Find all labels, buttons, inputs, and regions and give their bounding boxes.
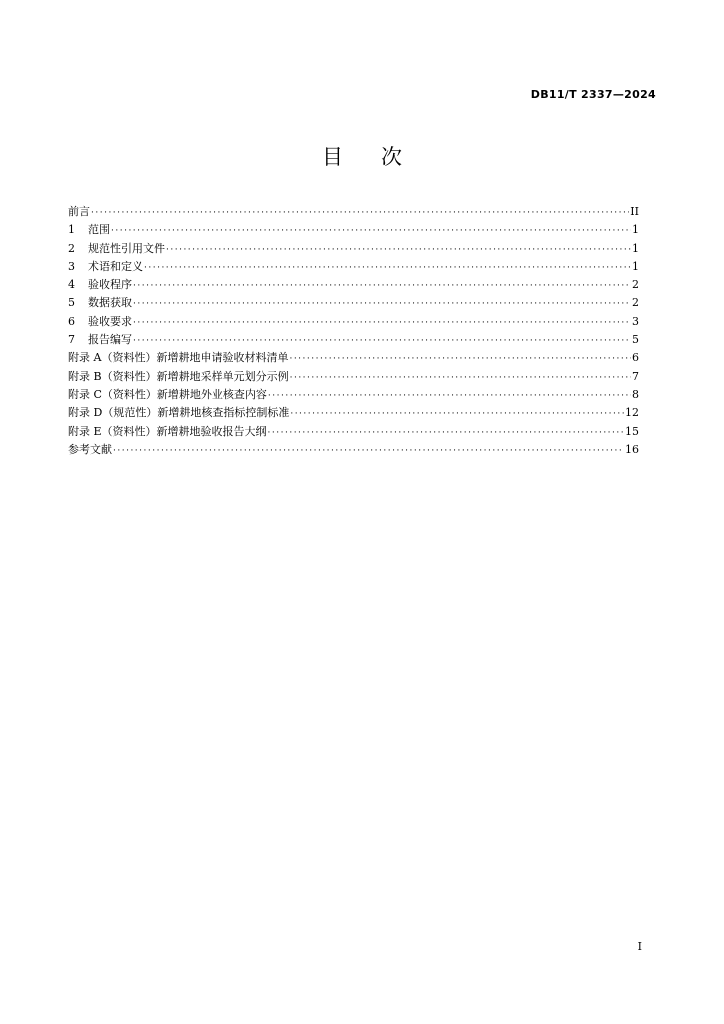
toc-leader <box>111 222 631 240</box>
toc-entry-page: 6 <box>632 351 639 365</box>
toc-entry-number: 6 <box>68 314 75 328</box>
toc-entry-text: 附录 B（资料性）新增耕地采样单元划分示例 <box>68 369 289 383</box>
toc-entry-text: 附录 D（规范性）新增耕地核查指标控制标准 <box>68 406 290 420</box>
toc-entry-text: 数据获取 <box>88 296 132 310</box>
toc-leader <box>133 314 631 332</box>
toc-entry-text: 报告编写 <box>88 333 132 347</box>
toc-leader <box>166 241 631 259</box>
toc-entry-appendix-c[interactable] <box>68 386 639 404</box>
toc-entry-appendix-a[interactable] <box>68 349 639 367</box>
toc-entry-number: 1 <box>68 223 75 237</box>
toc-leader <box>144 259 631 277</box>
toc-entry-acceptance-procedure[interactable] <box>68 276 639 294</box>
toc-leader <box>133 332 631 350</box>
toc-entry-appendix-b[interactable] <box>68 368 639 386</box>
toc-leader <box>268 387 631 405</box>
toc-entry-foreword[interactable] <box>68 203 639 221</box>
toc-entry-page: 12 <box>625 406 639 420</box>
toc-entry-terms[interactable] <box>68 258 639 276</box>
toc-entry-page: 7 <box>632 369 639 383</box>
toc-entry-page: 1 <box>632 259 639 273</box>
toc-entry-page: 5 <box>632 333 639 347</box>
toc-leader <box>91 204 629 222</box>
toc-leader <box>289 350 631 368</box>
toc-entry-page: 3 <box>632 314 639 328</box>
toc-entry-page: 2 <box>632 296 639 310</box>
toc-entry-page: 8 <box>632 387 639 401</box>
toc-entry-text: 附录 E（资料性）新增耕地验收报告大纲 <box>68 424 267 438</box>
toc-entry-text: 规范性引用文件 <box>88 241 165 255</box>
toc-entry-number: 2 <box>68 241 75 255</box>
document-code: DB11/T 2337—2024 <box>530 88 656 101</box>
toc-entry-number: 4 <box>68 278 75 292</box>
toc-entry-scope[interactable] <box>68 221 639 239</box>
toc-entry-number: 7 <box>68 333 75 347</box>
toc-entry-page: 2 <box>632 278 639 292</box>
toc-leader <box>113 442 624 460</box>
toc-entry-appendix-e[interactable] <box>68 423 639 441</box>
toc-list <box>68 203 639 459</box>
toc-entry-page: 15 <box>625 424 639 438</box>
toc-entry-text: 附录 C（资料性）新增耕地外业核查内容 <box>68 387 267 401</box>
toc-entry-text: 附录 A（资料性）新增耕地申请验收材料清单 <box>68 351 289 365</box>
toc-entry-bibliography[interactable] <box>68 441 639 459</box>
toc-entry-number: 5 <box>68 296 75 310</box>
toc-entry-text: 参考文献 <box>68 442 112 456</box>
toc-entry-normative-references[interactable] <box>68 240 639 258</box>
toc-entry-text: 验收要求 <box>88 314 132 328</box>
toc-leader <box>290 369 631 387</box>
toc-entry-page: 1 <box>632 223 639 237</box>
toc-title <box>0 141 724 171</box>
toc-leader <box>268 424 624 442</box>
toc-entry-text: 前言 <box>68 205 90 218</box>
toc-leader <box>133 277 631 295</box>
toc-entry-page: 16 <box>625 442 639 456</box>
toc-title-char-2: 次 <box>381 145 402 169</box>
toc-entry-number: 3 <box>68 259 75 273</box>
toc-leader <box>133 295 631 313</box>
toc-entry-appendix-d[interactable] <box>68 404 639 422</box>
toc-entry-text: 范围 <box>88 223 110 237</box>
toc-entry-data-acquisition[interactable] <box>68 294 639 312</box>
toc-entry-report-writing[interactable] <box>68 331 639 349</box>
page-number: I <box>637 940 642 953</box>
toc-title-char-1: 目 <box>322 145 343 169</box>
toc-entry-text: 术语和定义 <box>88 259 143 273</box>
toc-leader <box>290 405 624 423</box>
toc-entry-page: II <box>630 205 639 218</box>
toc-entry-text: 验收程序 <box>88 278 132 292</box>
toc-entry-acceptance-requirements[interactable] <box>68 313 639 331</box>
toc-entry-page: 1 <box>632 241 639 255</box>
